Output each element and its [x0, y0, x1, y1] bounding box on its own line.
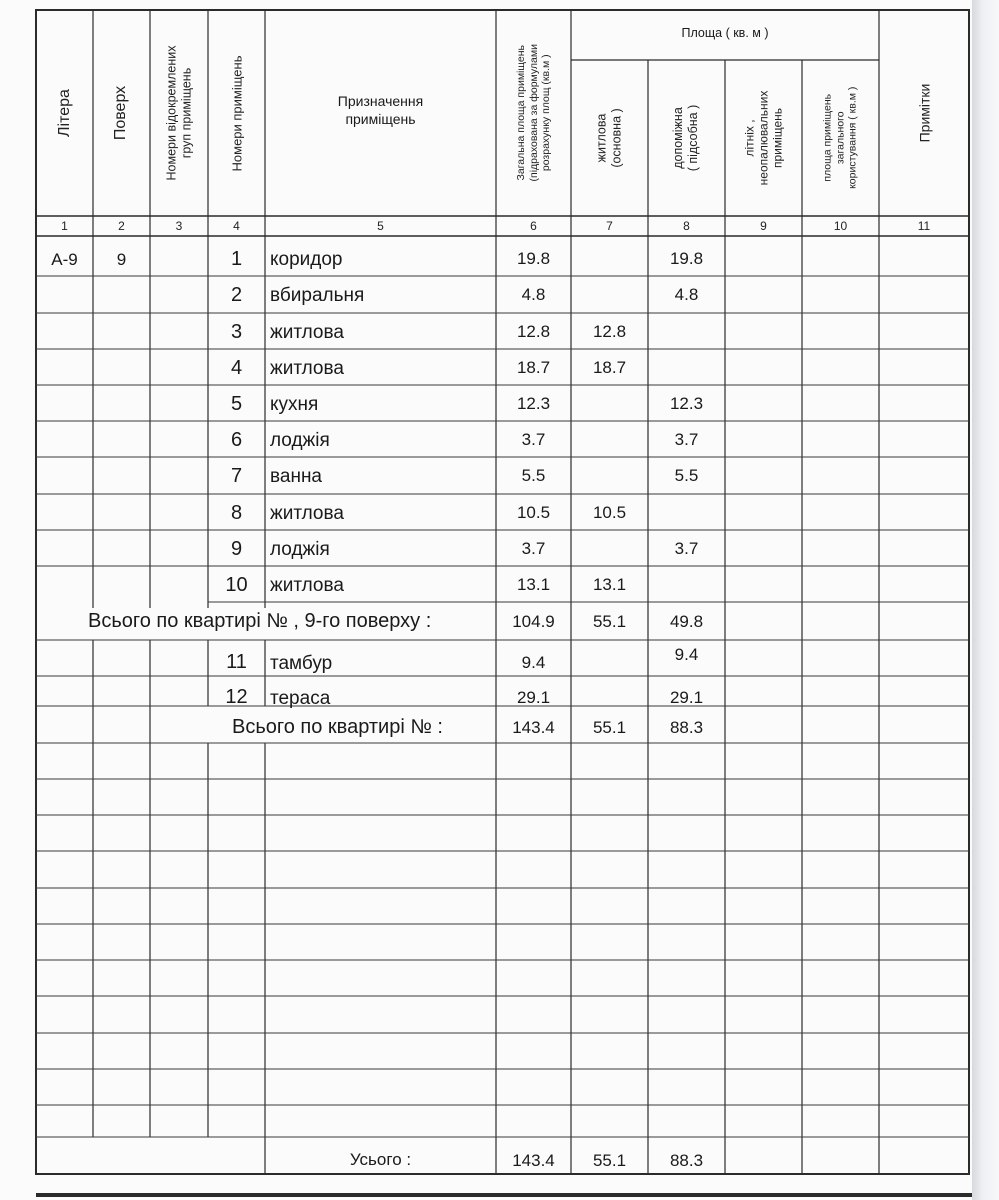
page-bottom-rule	[36, 1193, 972, 1197]
subtotal-apartment-label: Всього по квартирі № :	[232, 716, 443, 738]
row-room-number: 11	[226, 651, 247, 673]
row-room-name: житлова	[270, 503, 344, 524]
row-room-number: 2	[230, 284, 243, 306]
header-room-numbers: Номери приміщень	[229, 55, 245, 171]
col-number: 4	[233, 219, 240, 233]
row-litera: А-9	[51, 250, 78, 269]
row-room-name: житлова	[270, 322, 344, 343]
row-total-area: 18.7	[516, 358, 551, 377]
row-aux-area: 29.1	[669, 688, 704, 707]
header-litnikh: літніх , неопалювальних приміщень	[742, 90, 785, 186]
header-ploshcha: Площа ( кв. м )	[681, 26, 769, 40]
row-room-number: 9	[230, 538, 243, 560]
row-room-number: 4	[230, 357, 243, 379]
row-aux-area: 4.8	[674, 285, 699, 304]
subtotal-floor-label: Всього по квартирі № , 9-го поверху :	[88, 610, 432, 632]
row-room-name: ванна	[270, 466, 322, 487]
col-number: 11	[917, 219, 931, 233]
col-number: 6	[530, 219, 537, 233]
header-dopomizhna: допоміжна ( підсобна )	[671, 104, 701, 172]
row-room-number: 6	[230, 429, 243, 451]
row-aux-area: 5.5	[674, 466, 699, 485]
row-room-name: житлова	[270, 358, 344, 379]
header-zahalnoho: площа приміщень загального користування ( кв.м )	[821, 86, 859, 190]
row-living-area: 10.5	[592, 503, 627, 522]
subtotal-apartment-aux: 88.3	[669, 718, 704, 737]
header-zhytlova: житлова (основна )	[594, 108, 624, 168]
row-room-name: лоджія	[270, 539, 330, 560]
row-room-name: тамбур	[270, 653, 333, 674]
header-poverkh: Поверх	[112, 85, 130, 141]
row-room-name: вбиральня	[270, 285, 365, 306]
col-number: 5	[377, 219, 384, 233]
subtotal-floor-aux: 49.8	[669, 612, 704, 631]
row-living-area: 13.1	[592, 575, 627, 594]
row-room-name: кухня	[270, 394, 319, 415]
subtotal-apartment-living: 55.1	[592, 718, 627, 737]
row-total-area: 5.5	[521, 466, 546, 485]
row-room-number: 3	[230, 321, 243, 343]
row-total-area: 10.5	[516, 503, 551, 522]
grand-total-total: 143.4	[512, 1151, 555, 1170]
header-litera: Літера	[55, 89, 73, 137]
col-number: 1	[61, 219, 68, 233]
row-total-area: 12.8	[516, 322, 551, 341]
row-total-area: 19.8	[516, 249, 551, 268]
subtotal-floor-living: 55.1	[592, 612, 627, 631]
row-total-area: 12.3	[516, 394, 551, 413]
header-purpose: Призначення приміщень	[337, 93, 424, 127]
row-poverkh: 9	[116, 250, 127, 269]
col-number: 3	[175, 219, 183, 233]
row-aux-area: 19.8	[669, 249, 704, 268]
grand-total-living: 55.1	[592, 1151, 627, 1170]
row-room-name: коридор	[270, 249, 343, 270]
row-room-number: 7	[230, 465, 243, 487]
row-room-name: лоджія	[270, 430, 330, 451]
grand-total-aux: 88.3	[669, 1151, 704, 1170]
row-room-number: 10	[225, 574, 248, 596]
row-room-name: житлова	[270, 575, 344, 596]
row-total-area: 4.8	[521, 285, 546, 304]
header-groups: Номери відокремлених груп приміщень	[164, 45, 194, 181]
row-total-area: 13.1	[516, 575, 551, 594]
subtotal-apartment-total: 143.4	[512, 718, 555, 737]
row-total-area: 3.7	[521, 539, 546, 558]
row-room-number: 8	[230, 502, 243, 524]
row-total-area: 29.1	[516, 688, 551, 707]
row-aux-area: 3.7	[674, 539, 699, 558]
row-living-area: 12.8	[592, 322, 627, 341]
row-total-area: 3.7	[521, 430, 546, 449]
row-aux-area: 12.3	[669, 394, 704, 413]
col-number: 9	[760, 219, 767, 233]
header-total-area: Загальна площа приміщень (підрахована за формулами розрахунку площ (кв.м )	[514, 44, 552, 182]
row-room-number: 5	[230, 393, 243, 415]
grand-total-label: Усього :	[349, 1150, 412, 1169]
row-room-number: 12	[225, 686, 248, 708]
row-room-name: тераса	[270, 688, 331, 709]
row-aux-area: 9.4	[674, 645, 699, 664]
col-number: 8	[683, 219, 690, 233]
row-living-area: 18.7	[592, 358, 627, 377]
row-total-area: 9.4	[521, 653, 546, 672]
header-prymitky: Примітки	[915, 83, 932, 143]
row-room-number: 1	[230, 248, 243, 270]
col-number: 7	[606, 219, 613, 233]
row-aux-area: 3.7	[674, 430, 699, 449]
col-number: 2	[118, 219, 125, 233]
col-number: 10	[833, 219, 848, 233]
subtotal-floor-total: 104.9	[512, 612, 555, 631]
